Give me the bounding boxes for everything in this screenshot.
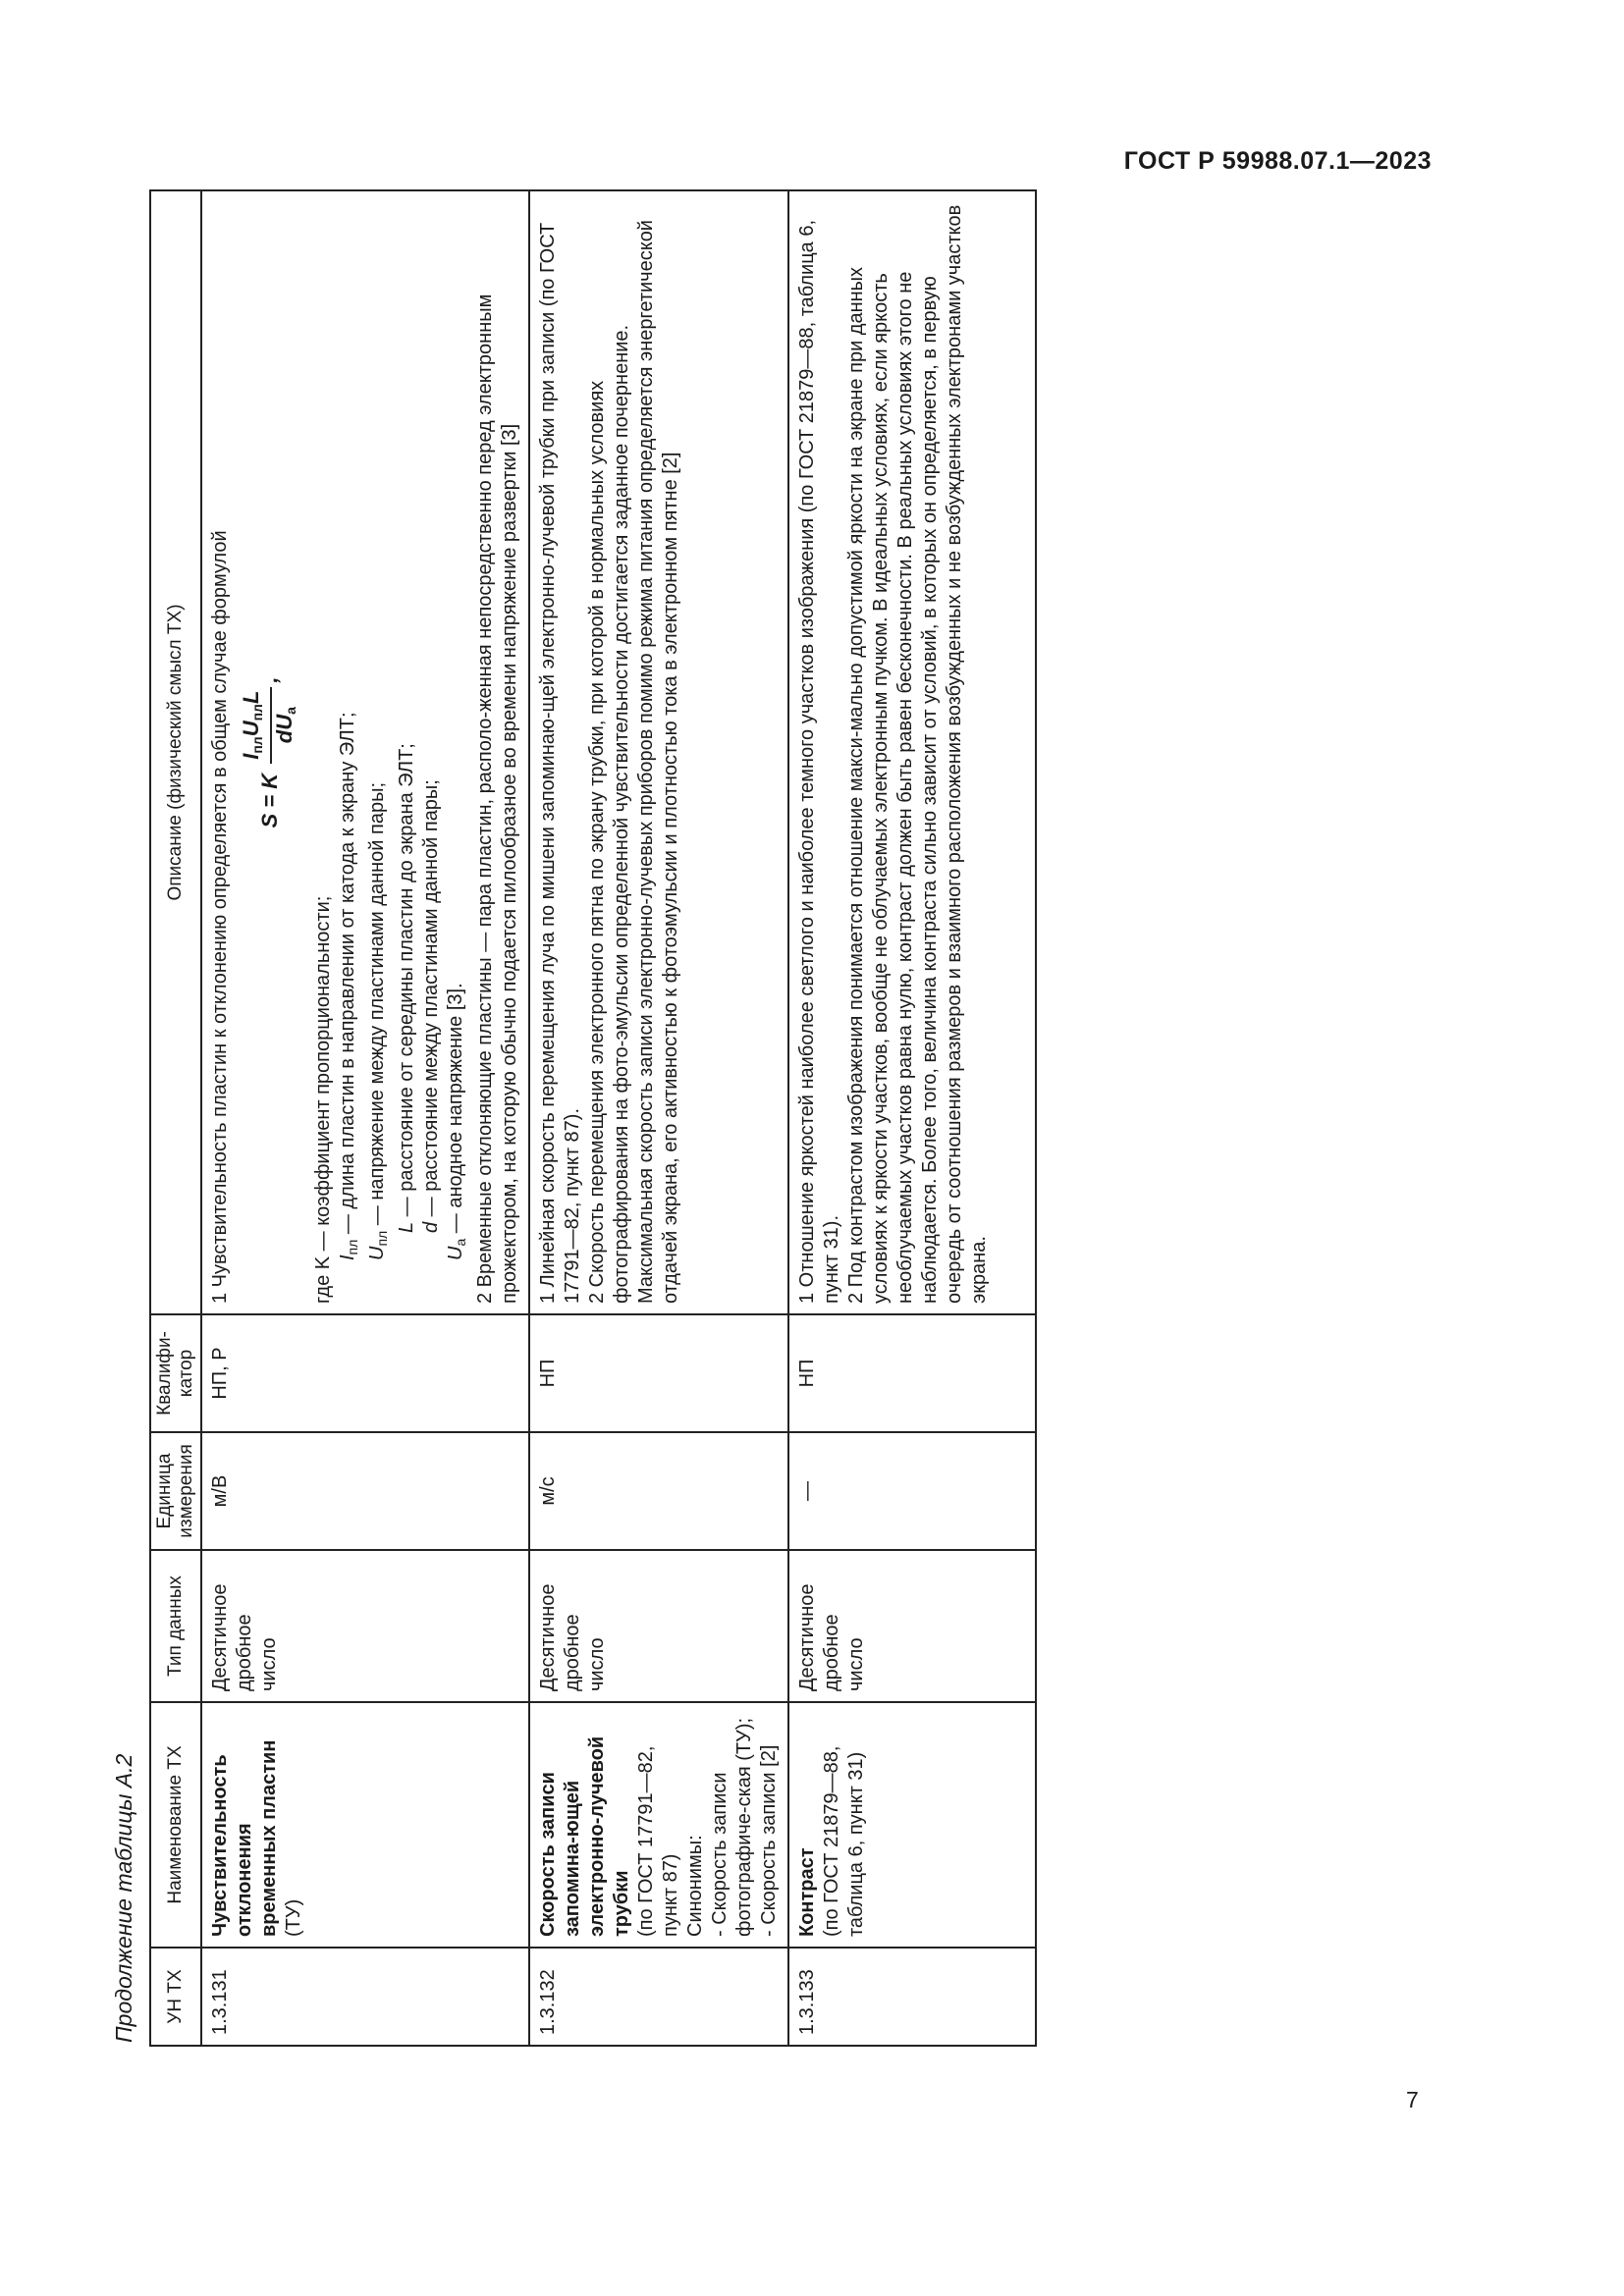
name-bold: Контраст bbox=[796, 1847, 818, 1937]
legend-sym: I bbox=[337, 1255, 358, 1260]
legend-text: — расстояние от середины пластин до экрана ЭЛТ; bbox=[396, 743, 417, 1222]
col-header-description: Описание (физический смысл ТХ) bbox=[150, 190, 201, 1314]
name-bold: Скорость записи запомина-ющей электронно-лучевой трубки bbox=[537, 1735, 632, 1937]
legend-sym: U bbox=[366, 1246, 388, 1260]
legend-text: — анодное напряжение [3]. bbox=[445, 983, 466, 1239]
desc-note-2: 2 Временные отклоняющие пластины — пара пластин, располо-женная непосредственно перед электронным прожектором, на которую обычно подается пилообразное во времени напряжение развертки [3] bbox=[474, 294, 520, 1304]
rotated-table-block bbox=[106, 191, 1373, 2047]
cell-unit: м/В bbox=[201, 1432, 529, 1550]
cell-type: Десятичное дробное число bbox=[201, 1550, 529, 1702]
den-d: dU bbox=[272, 714, 297, 744]
num-u-sub: пл bbox=[249, 704, 265, 721]
name-rest: (ТУ) bbox=[283, 1898, 304, 1937]
formula-fraction bbox=[239, 687, 303, 764]
formula-numerator bbox=[239, 687, 272, 764]
legend-sub: а bbox=[453, 1238, 468, 1247]
table-continuation-caption: Продолжение таблицы А.2 bbox=[111, 1753, 136, 2043]
cell-id: 1.3.133 bbox=[788, 1948, 1036, 2046]
cell-description bbox=[201, 190, 529, 1314]
name-line: - Скорость записи [2] bbox=[758, 1744, 780, 1937]
col-header-name: Наименование ТХ bbox=[150, 1702, 201, 1948]
desc-note-1: 1 Линейная скорость перемещения луча по мишени запоминаю-щей электронно-лучевой трубки при записи (по ГОСТ 17791—82, пункт 87). bbox=[537, 222, 583, 1304]
legend-first: где K — коэффициент пропорциональности; bbox=[312, 895, 334, 1304]
col-header-type: Тип данных bbox=[150, 1550, 201, 1702]
legend-line bbox=[336, 201, 365, 1304]
legend-line bbox=[444, 201, 473, 1304]
col-header-id: УН ТХ bbox=[150, 1948, 201, 2046]
table-row bbox=[788, 190, 1036, 2046]
cell-name bbox=[529, 1702, 788, 1948]
desc-intro: 1 Чувствительность пластин к отклонению определяется в общем случае формулой bbox=[209, 530, 231, 1304]
cell-qualifier: НП, Р bbox=[201, 1314, 529, 1432]
legend-line bbox=[365, 201, 395, 1304]
desc-note-2: 2 Под контрастом изображения понимается отношение макси-мально допустимой яркости на экране при данных условиях к яркости участков, вообще не облучаемых электронным пучком. В идеальных условиях, если яркость необлучаемых участков равна нулю, контраст должен быть равен бесконечности. В реальных условиях этого не наблюдается. Более того, величина контраста сильно зависит от условий, в которых он определяется, в первую очередь от соотношения размеров и взаимного расположения возбужденных и не возбужденных электронами участков экрана. bbox=[845, 204, 990, 1304]
cell-description bbox=[529, 190, 788, 1314]
col-header-qualifier: Квалифи-катор bbox=[150, 1314, 201, 1432]
desc-note-1: 1 Отношение яркостей наиболее светлого и наиболее темного участков изображения (по ГОСТ 21879—88, таблица 6, пункт 31). bbox=[796, 219, 842, 1304]
cell-qualifier: НП bbox=[529, 1314, 788, 1432]
cell-qualifier: НП bbox=[788, 1314, 1036, 1432]
legend-sub: пл bbox=[345, 1239, 360, 1255]
cell-id: 1.3.132 bbox=[529, 1948, 788, 2046]
col-header-unit: Единица измерения bbox=[150, 1432, 201, 1550]
formula-denominator bbox=[272, 687, 303, 764]
name-line: Синонимы: bbox=[684, 1835, 706, 1937]
num-u: U bbox=[239, 721, 263, 737]
legend-text: — расстояние между пластинами данной пары; bbox=[420, 779, 442, 1222]
cell-unit: — bbox=[788, 1432, 1036, 1550]
characteristics-table bbox=[149, 189, 1037, 2047]
num-i-sub: пл bbox=[249, 736, 265, 754]
formula-lhs: S = K bbox=[256, 773, 282, 828]
table-row bbox=[529, 190, 788, 2046]
name-line: (по ГОСТ 21879—88, таблица 6, пункт 31) bbox=[821, 1745, 867, 1937]
num-i: I bbox=[239, 753, 263, 760]
name-bold: Чувствительность отклонения временных пластин bbox=[209, 1739, 280, 1937]
cell-type: Десятичное дробное число bbox=[529, 1550, 788, 1702]
cell-name bbox=[201, 1702, 529, 1948]
cell-description bbox=[788, 190, 1036, 1314]
legend-sub: пл bbox=[374, 1230, 390, 1247]
legend-sym: d bbox=[420, 1221, 442, 1233]
name-line: (по ГОСТ 17791—82, пункт 87) bbox=[635, 1745, 681, 1937]
cell-name bbox=[788, 1702, 1036, 1948]
desc-note-2: 2 Скорость перемещения электронного пятна по экрану трубки, при которой в нормальных условиях фотографирования на фото-эмульсии определенной чувствительности достигается заданное почернение. Максимальная скорость записи электронно-лучевых приборов помимо режима питания определяется энергетической отдачей экрана, его активностью к фотоэмульсии и плотностью тока в электронном пятне [2] bbox=[586, 220, 681, 1304]
table-row bbox=[201, 190, 529, 2046]
cell-type: Десятичное дробное число bbox=[788, 1550, 1036, 1702]
cell-unit: м/с bbox=[529, 1432, 788, 1550]
table-header-row bbox=[150, 190, 201, 2046]
num-l: L bbox=[239, 690, 263, 705]
legend-text: — длина пластин в направлении от катода к экрану ЭЛТ; bbox=[337, 712, 358, 1240]
legend-sym: L bbox=[396, 1221, 417, 1233]
sensitivity-formula bbox=[233, 201, 311, 1304]
den-sub: а bbox=[283, 707, 298, 715]
page-number: 7 bbox=[1406, 2087, 1419, 2112]
formula-tail: , bbox=[256, 676, 282, 683]
cell-id: 1.3.131 bbox=[201, 1948, 529, 2046]
legend-text: — напряжение между пластинами данной пары; bbox=[366, 781, 388, 1231]
standard-header: ГОСТ Р 59988.07.1—2023 bbox=[1123, 147, 1432, 175]
legend-line bbox=[419, 201, 444, 1304]
legend-line bbox=[395, 201, 419, 1304]
name-line: - Скорость записи фотографиче-ская (ТУ); bbox=[709, 1717, 755, 1937]
legend-sym: U bbox=[445, 1246, 466, 1260]
